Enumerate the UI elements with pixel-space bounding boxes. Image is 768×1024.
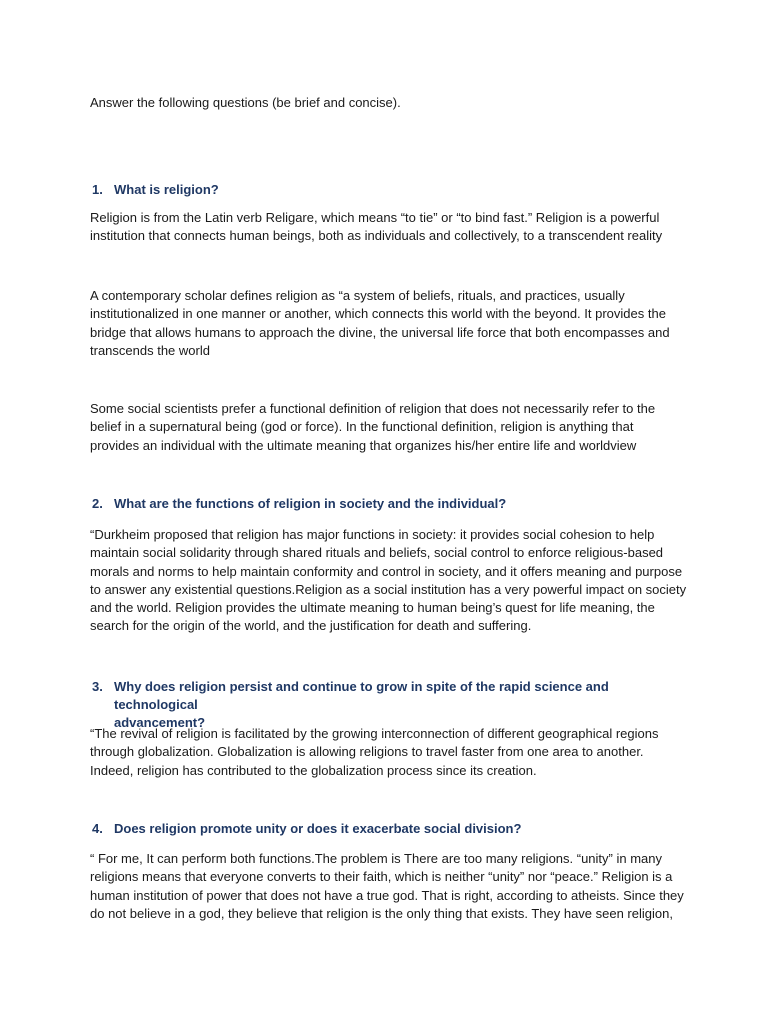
question-1-paragraph-3 bbox=[90, 400, 690, 455]
paragraph-line: institution that connects human beings, both as individuals and collectively, to a transcendent reality bbox=[90, 228, 663, 244]
question-3-paragraph-1 bbox=[90, 725, 690, 780]
question-3-text-line-1: Why does religion persist and continue to grow in spite of the rapid science and technological bbox=[114, 679, 609, 712]
question-2-paragraph-1 bbox=[90, 526, 690, 636]
question-1-paragraph-2 bbox=[90, 287, 690, 360]
paragraph-line: belief in a supernatural being (god or force). In the functional definition, religion is anything that bbox=[90, 419, 634, 435]
question-3-text-line-2: advancement? bbox=[114, 715, 206, 730]
paragraph-line: to answer any existential questions.Religion as a social institution has a very powerful impact on society bbox=[90, 581, 687, 597]
paragraph-line: bridge that allows humans to approach the divine, the universal life force that both encompasses and bbox=[90, 324, 670, 340]
question-4-paragraph-1 bbox=[90, 850, 690, 923]
paragraph-line: search for the origin of the world, and the justification for death and suffering. bbox=[90, 618, 532, 634]
question-2-text: What are the functions of religion in society and the individual? bbox=[114, 496, 507, 511]
paragraph-line: “ For me, It can perform both functions.The problem is There are too many religions. “unity” in many bbox=[90, 851, 662, 866]
paragraph-line: morals and norms to help maintain conformity and control in society, and it offers meaning and purpose bbox=[90, 563, 683, 579]
paragraph-line: religions means that everyone converts to their faith, which is neither “unity” nor “peace.” Religion is a bbox=[90, 869, 673, 885]
question-1-paragraph-1 bbox=[90, 209, 690, 246]
question-1-number: 1. bbox=[92, 182, 103, 197]
question-4-number: 4. bbox=[92, 821, 103, 836]
paragraph-line: through globalization. Globalization is allowing religions to travel faster from one area to another. bbox=[90, 744, 644, 760]
question-1-heading bbox=[92, 181, 684, 199]
question-4-text: Does religion promote unity or does it exacerbate social division? bbox=[114, 821, 522, 836]
question-2-number: 2. bbox=[92, 496, 103, 511]
paragraph-line: Religion is from the Latin verb Religare, which means “to tie” or “to bind fast.” Religion is a powerful bbox=[90, 210, 660, 225]
paragraph-line: institutionalized in one manner or another, which connects this world with the beyond. It provides the bbox=[90, 306, 666, 322]
instruction-text: Answer the following questions (be brief and concise). bbox=[90, 95, 401, 110]
paragraph-line: do not believe in a god, they believe that religion is the only thing that exists. They have seen religion, bbox=[90, 905, 673, 921]
paragraph-line: maintain social solidarity through shared rituals and beliefs, social control to enforce religious-based bbox=[90, 545, 664, 561]
paragraph-line: human institution of power that does not have a true god. That is right, according to atheists. Since they bbox=[90, 887, 684, 903]
paragraph-line: “Durkheim proposed that religion has major functions in society: it provides social cohesion to help bbox=[90, 527, 655, 542]
paragraph-line: Some social scientists prefer a functional definition of religion that does not necessarily refer to the bbox=[90, 401, 656, 416]
question-3-number: 3. bbox=[92, 679, 103, 694]
paragraph-line: Indeed, religion has contributed to the globalization process since its creation. bbox=[90, 762, 537, 778]
paragraph-line: A contemporary scholar defines religion as “a system of beliefs, rituals, and practices, usually bbox=[90, 288, 625, 303]
paragraph-line: transcends the world bbox=[90, 342, 210, 358]
paragraph-line: “The revival of religion is facilitated by the growing interconnection of different geographical regions bbox=[90, 726, 659, 741]
question-1-text: What is religion? bbox=[114, 182, 219, 197]
paragraph-line: provides an individual with the ultimate meaning that organizes his/her entire life and worldview bbox=[90, 437, 637, 453]
paragraph-line: and the world. Religion provides the ultimate meaning to human being’s quest for life meaning, the bbox=[90, 600, 655, 616]
question-3-heading bbox=[92, 678, 684, 732]
question-2-heading bbox=[92, 495, 684, 513]
question-4-heading bbox=[92, 820, 684, 838]
